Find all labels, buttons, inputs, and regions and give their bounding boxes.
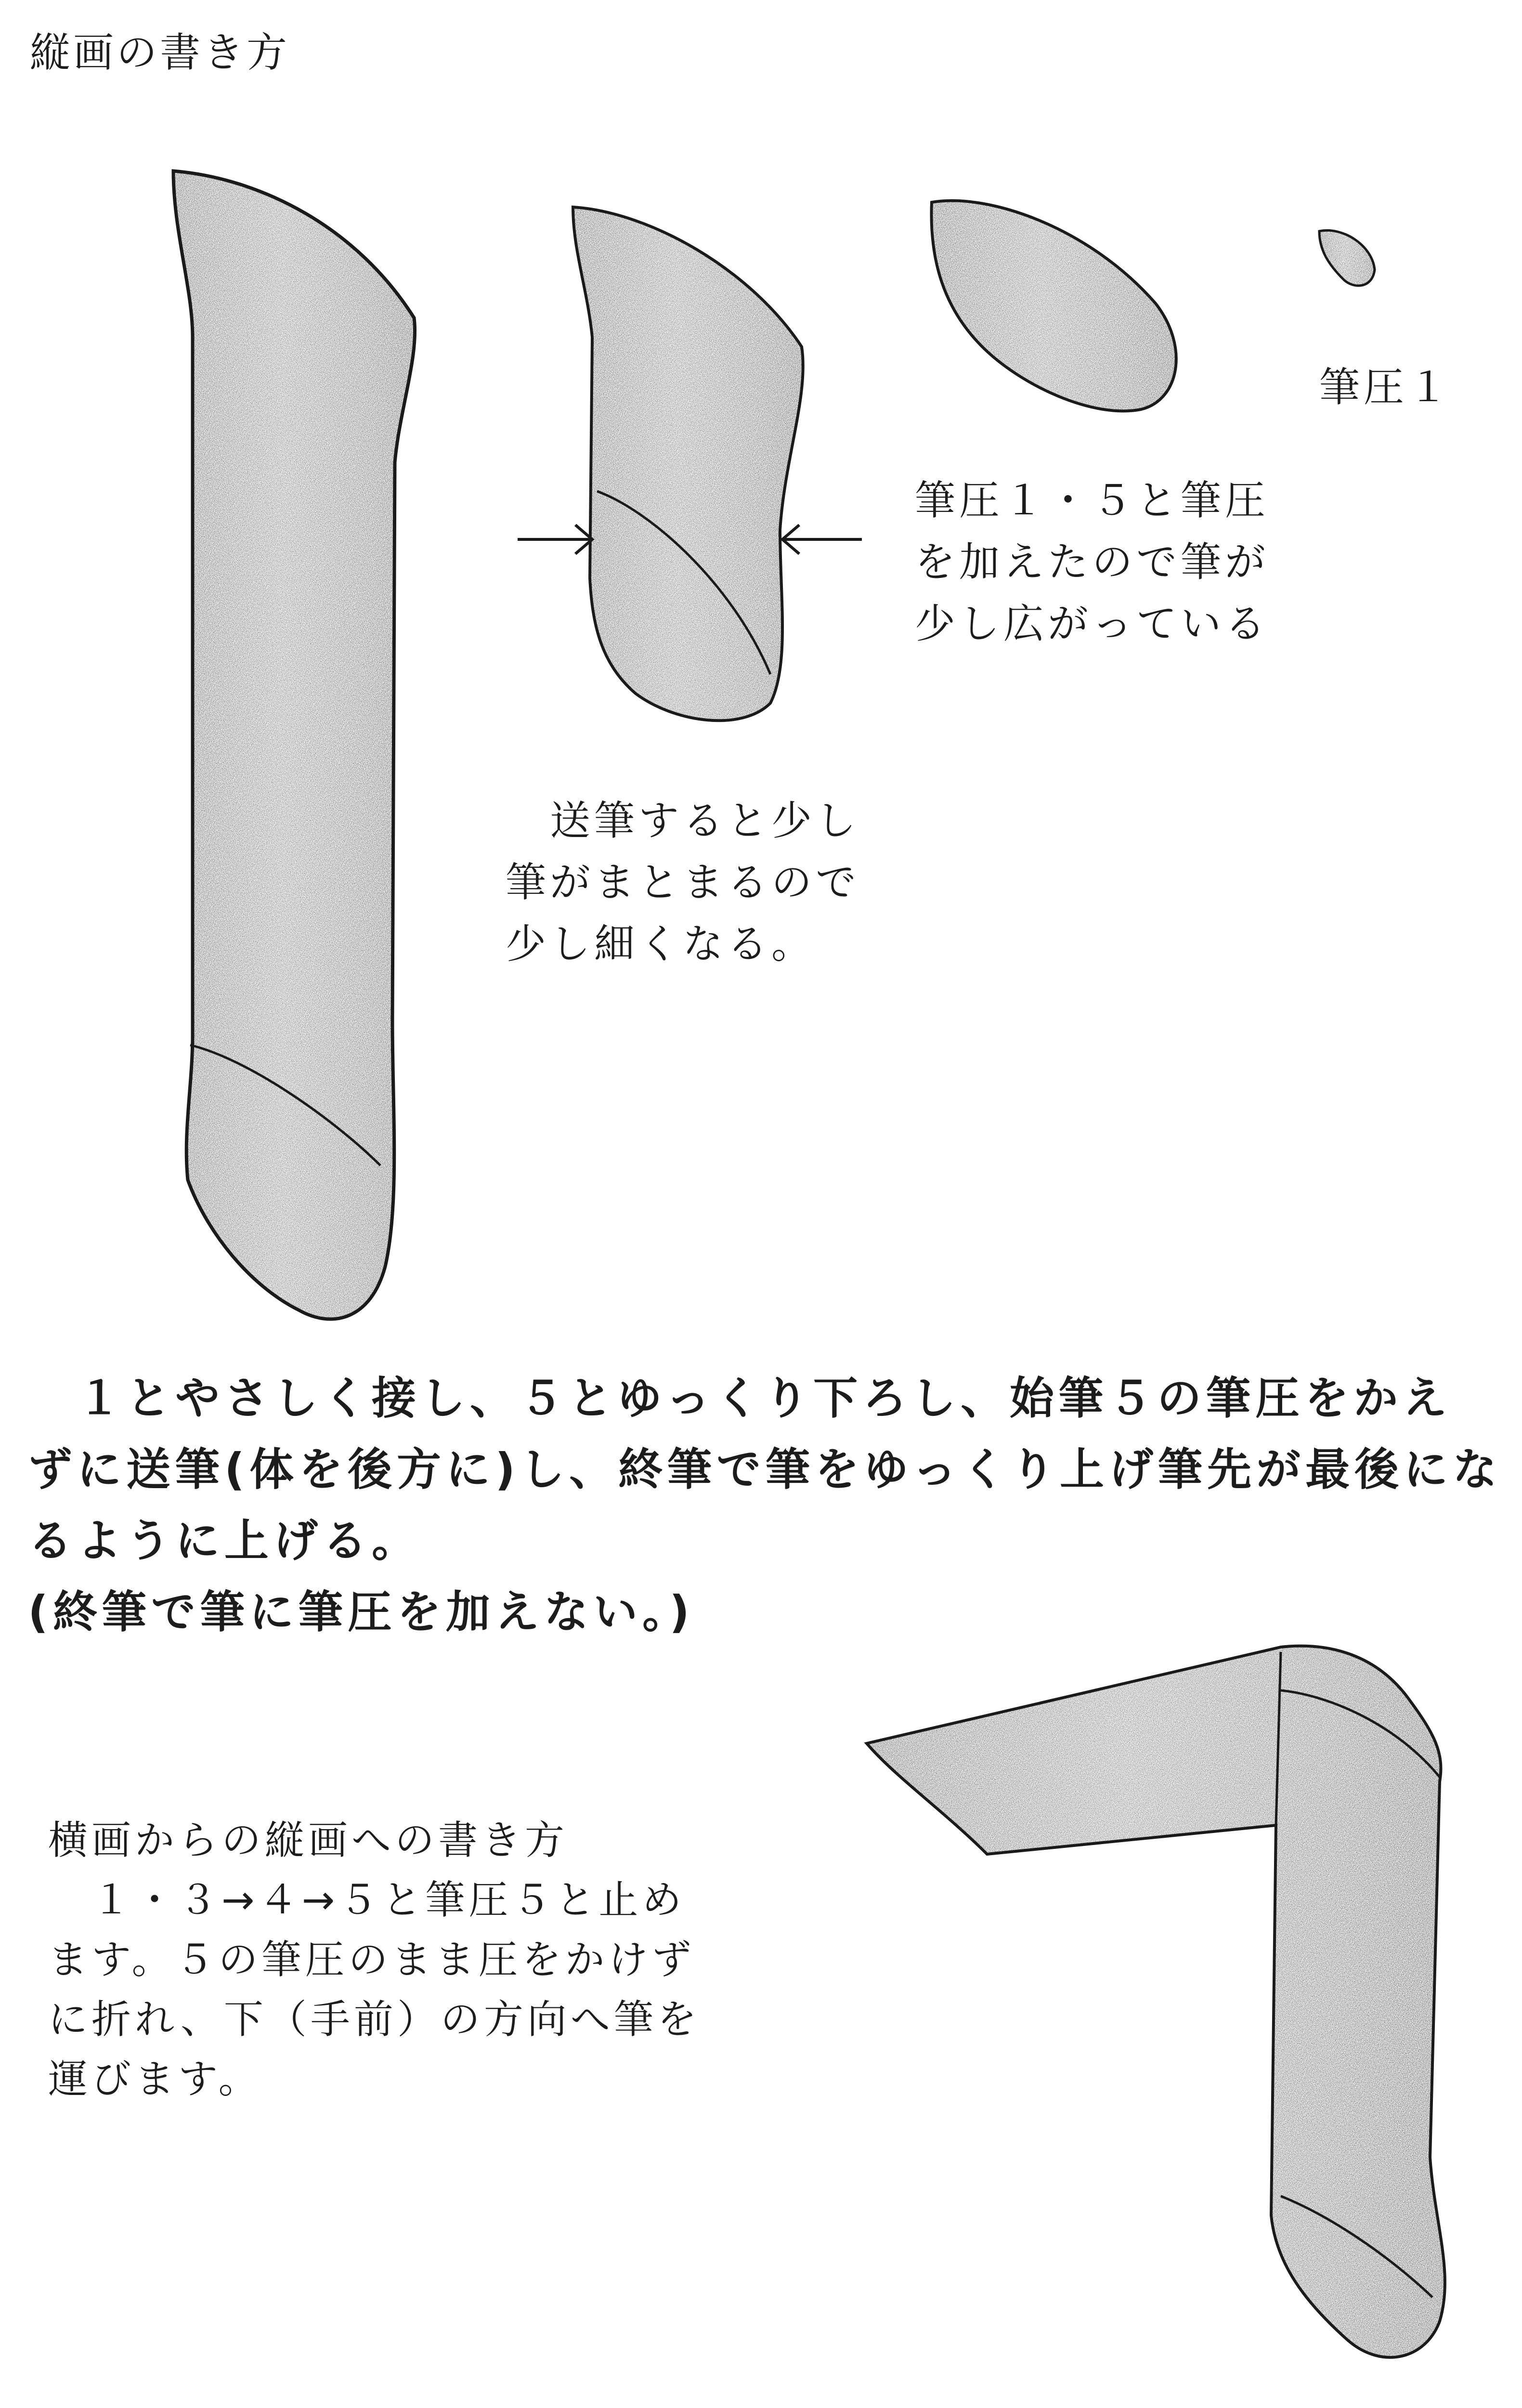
section-line: １・３→４→５と筆圧５と止め bbox=[48, 1877, 686, 1923]
send-note-line: 送筆すると少し bbox=[506, 797, 860, 844]
spread-note-line: を加えたので筆が bbox=[915, 538, 1270, 586]
section-line: に折れ、下（手前）の方向へ筆を bbox=[48, 1997, 701, 2042]
seed-shaped-stroke bbox=[931, 201, 1176, 411]
section-line: ます。５の筆圧のまま圧をかけず bbox=[48, 1937, 695, 1983]
horizontal-to-vertical-section bbox=[48, 1811, 701, 2109]
send-brush-note bbox=[506, 790, 860, 975]
spread-note-line: 筆圧１・５と筆圧 bbox=[915, 477, 1270, 524]
bent-stroke bbox=[867, 1646, 1445, 2357]
tiny-dot-stroke bbox=[1319, 230, 1375, 286]
paragraph-line: ずに送筆(体を後方に)し、終筆で筆をゆっくり上げ筆先が最後にな bbox=[28, 1444, 1502, 1495]
paragraph-line: １とやさしく接し、５とゆっくり下ろし、始筆５の筆圧をかえ bbox=[28, 1373, 1452, 1424]
instruction-paragraph bbox=[28, 1363, 1502, 1648]
send-note-line: 少し細くなる。 bbox=[506, 920, 816, 968]
paragraph-line: るように上げる。 bbox=[28, 1515, 421, 1567]
medium-stroke-with-pressure-arrows bbox=[518, 207, 862, 720]
paragraph-line: (終筆で筆に筆圧を加えない。) bbox=[28, 1586, 695, 1638]
pressure-one-label: 筆圧１ bbox=[1319, 364, 1453, 411]
send-note-line: 筆がまとまるので bbox=[506, 859, 860, 906]
section-heading: 横画からの縦画への書き方 bbox=[48, 1818, 569, 1863]
spread-note-line: 少し広がっている bbox=[915, 600, 1270, 647]
section-line: 運びます。 bbox=[48, 2056, 262, 2102]
spread-note bbox=[915, 470, 1269, 654]
page-title: 縦画の書き方 bbox=[30, 29, 290, 76]
large-vertical-stroke bbox=[173, 171, 415, 1319]
